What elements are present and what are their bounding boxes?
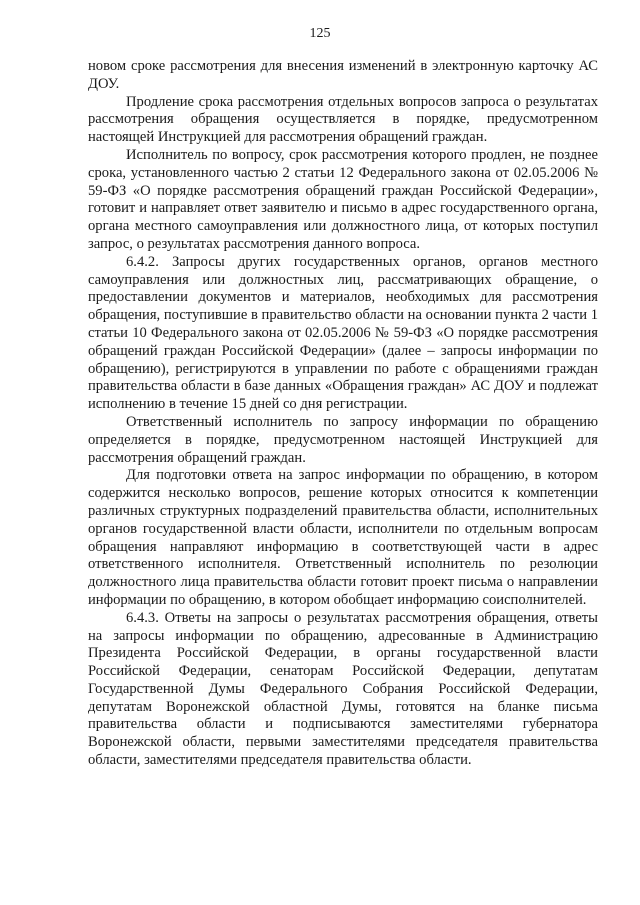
document-body bbox=[88, 58, 598, 770]
paragraph-response-preparation: Для подготовки ответа на запрос информации по обращению, в котором содержится несколько вопросов, решение которых относится к компетенции различных структурных подразделений правительства области, исполнительных органов государственной власти области, исполнители по отдельным вопросам обращения направляют информацию в соответствующей части в адрес ответственного исполнителя. Ответственный исполнитель по резолюции должностного лица правительства области готовит проект письма о направлении информации по обращению, в котором обобщает информацию соисполнителей. bbox=[88, 467, 598, 608]
paragraph-extension-procedure: Продление срока рассмотрения отдельных вопросов запроса о результатах рассмотрения обращения осуществляется в порядке, предусмотренном настоящей Инструкцией для рассмотрения обращений граждан. bbox=[88, 93, 598, 146]
page-number: 125 bbox=[309, 26, 331, 41]
paragraph-responsible-executor: Ответственный исполнитель по запросу информации по обращению определяется в порядке, предусмотренном настоящей Инструкцией для рассмотрения обращений граждан. bbox=[88, 413, 598, 466]
paragraph-section-6-4-3: 6.4.3. Ответы на запросы о результатах рассмотрения обращения, ответы на запросы информации по обращению, адресованные в Администрацию Президента Российской Федерации, в органы государственной власти Российской Федерации, сенаторам Российской Федерации, депутатам Государственной Думы Федерального Собрания Российской Федерации, депутатам Воронежской областной Думы, готовятся на бланке письма правительства области и подписываются заместителями губернатора Воронежской области, первыми заместителями председателя правительства области, заместителями председателя правительства области. bbox=[88, 609, 598, 769]
paragraph-section-6-4-2: 6.4.2. Запросы других государственных органов, органов местного самоуправления или должностных лиц, рассматривающих обращение, о предоставлении документов и материалов, необходимых для рассмотрения обращения, поступившие в правительство области на основании пункта 2 части 1 статьи 10 Федерального закона от 02.05.2006 № 59-ФЗ «О порядке рассмотрения обращений граждан Российской Федерации» (далее – запросы информации по обращению), регистрируются в управлении по работе с обращениями граждан правительства области в базе данных «Обращения граждан» АС ДОУ и подлежат исполнению в течение 15 дней со дня регистрации. bbox=[88, 253, 598, 413]
paragraph-executor-response: Исполнитель по вопросу, срок рассмотрения которого продлен, не позднее срока, установленного частью 2 статьи 12 Федерального закона от 02.05.2006 № 59-ФЗ «О порядке рассмотрения обращений граждан Российской Федерации», готовит и направляет ответ заявителю и письмо в адрес государственного органа, органа местного самоуправления или должностного лица, от которых поступил запрос, о результатах рассмотрения данного вопроса. bbox=[88, 146, 598, 252]
paragraph-continuation: новом сроке рассмотрения для внесения изменений в электронную карточку АС ДОУ. bbox=[88, 58, 598, 92]
